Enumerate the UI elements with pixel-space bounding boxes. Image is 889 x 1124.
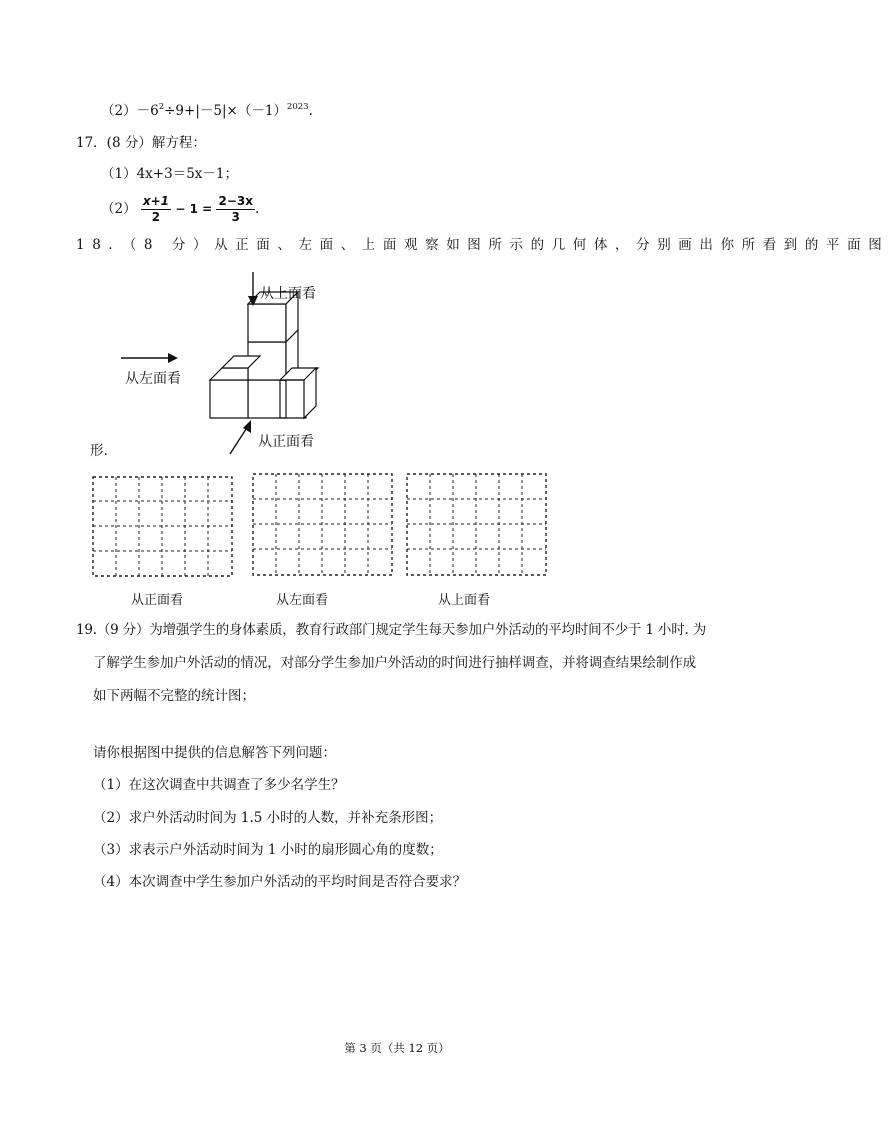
- cube-face: [210, 380, 248, 418]
- fraction-1: [141, 194, 171, 225]
- q18-header: 18．（8 分）从正面、左面、上面观察如图所示的几何体，分别画出你所看到的平面图: [76, 237, 889, 253]
- q16-part2-suffix: .: [308, 103, 313, 119]
- grid-label-front: 从正面看: [131, 593, 184, 608]
- q18-tail: 形.: [90, 443, 108, 459]
- page-footer: 第 3 页（共 12 页）: [344, 1041, 450, 1055]
- q16-part2-prefix: （2）－6: [101, 103, 159, 119]
- fraction-2-numerator: 2−3x: [218, 194, 253, 208]
- q17-part2: [101, 192, 259, 226]
- q17-part2-suffix: .: [254, 201, 260, 217]
- fraction-2: [216, 194, 255, 225]
- fraction-1-numerator: x+1: [142, 194, 170, 208]
- q19-question4: （4）本次调查中学生参加户外活动的平均时间是否符合要求？: [93, 874, 467, 890]
- label-from-front: 从正面看: [258, 434, 314, 450]
- exponent-2023: 2023: [286, 102, 309, 112]
- arrowhead-left: [168, 353, 178, 363]
- q19-intro: 请你根据图中提供的信息解答下列问题：: [93, 745, 336, 761]
- fraction-2-denominator: 3: [231, 210, 240, 224]
- answer-grid-top: [406, 473, 548, 577]
- q17-part1: （1）4x+3＝5x－1；: [101, 166, 238, 182]
- label-from-top: 从上面看: [260, 286, 316, 302]
- grid-label-left: 从左面看: [276, 593, 329, 608]
- q19-line1: 19.（9 分）为增强学生的身体素质，教育行政部门规定学生每天参加户外活动的平均时间不少于 1 小时. 为: [76, 622, 707, 638]
- q16-part2: [101, 101, 313, 123]
- q19-question1: （1）在这次调查中共调查了多少名学生？: [93, 777, 345, 793]
- answer-grid-front: [92, 476, 234, 578]
- fraction-1-denominator: 2: [151, 210, 161, 224]
- answer-grid-left: [252, 473, 394, 577]
- grid-label-top: 从上面看: [438, 593, 491, 608]
- q19-line3: 如下两幅不完整的统计图；: [93, 688, 255, 704]
- q19-line2: 了解学生参加户外活动的情况，对部分学生参加户外活动的时间进行抽样调查，并将调查结果绘制作成: [93, 655, 696, 671]
- arrow-front: [230, 426, 248, 454]
- exponent-2: 2: [158, 102, 165, 112]
- q17-equation-middle: − 1 =: [175, 202, 213, 216]
- label-from-left: 从左面看: [125, 371, 181, 387]
- cube-face: [248, 304, 286, 342]
- q17-part2-prefix: （2）: [101, 201, 137, 217]
- q17-header: 17．(8 分）解方程：: [76, 135, 206, 151]
- cube-top: [210, 368, 248, 380]
- q16-part2-middle: ÷9+|－5|×（－1）: [164, 103, 287, 119]
- q19-question2: （2）求户外活动时间为 1.5 小时的人数，并补充条形图；: [93, 810, 443, 826]
- q19-question3: （3）求表示户外活动时间为 1 小时的扇形圆心角的度数；: [93, 842, 443, 858]
